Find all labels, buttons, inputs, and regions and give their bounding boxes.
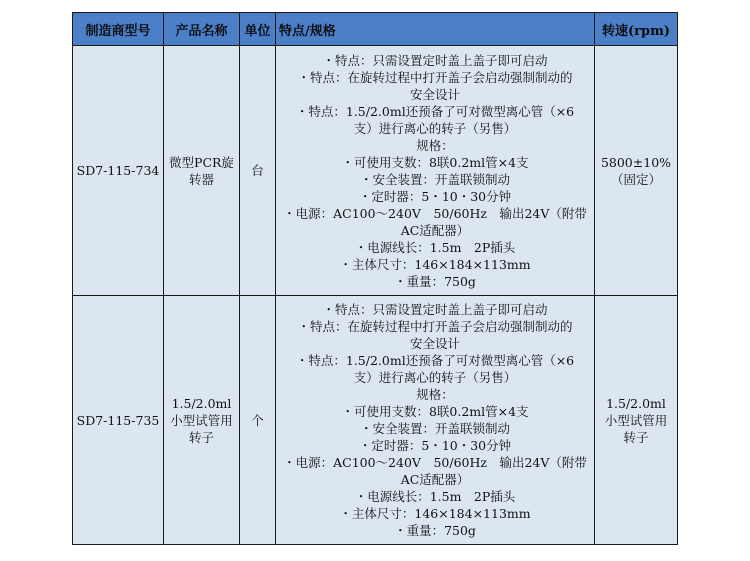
feature-line: ・安全装置：开盖联锁制动: [359, 421, 510, 436]
feature-line: 支）进行离心的转子（另售）: [353, 120, 517, 136]
table-row: [73, 296, 678, 545]
header-features: 特点/规格: [276, 13, 595, 46]
table-header-row: [73, 13, 678, 46]
feature-line: 规格：: [416, 137, 454, 153]
feature-line: ・特点：1.5/2.0ml还预备了可对微型离心管（×6: [295, 353, 575, 368]
feature-line: ・可使用支数：8联0.2ml管×4支: [341, 404, 529, 419]
feature-line: ・特点：1.5/2.0ml还预备了可对微型离心管（×6: [295, 103, 575, 119]
speed-cell: [595, 296, 678, 545]
feature-line: ・电源线长：1.5m 2P插头: [354, 239, 516, 255]
product-name-line: 转器: [188, 171, 214, 187]
product-spec-table: [72, 12, 678, 545]
header-product-name: 产品名称: [164, 13, 240, 46]
feature-line: ・主体尺寸：146×184×113mm: [339, 256, 531, 272]
feature-line: ・电源：AC100～240V 50/60Hz 输出24V（附带: [283, 455, 587, 470]
feature-line: ・特点：只需设置定时盖上盖子即可启动: [322, 302, 548, 317]
feature-line: 支）进行离心的转子（另售）: [353, 370, 517, 385]
speed-line: 小型试管用: [604, 412, 668, 428]
feature-line: AC适配器）: [400, 222, 470, 238]
feature-line: 安全设计: [409, 86, 460, 102]
feature-line: ・重量：750g: [394, 273, 476, 289]
header-speed: 转速(rpm): [595, 13, 678, 46]
features-cell: [276, 296, 595, 545]
feature-line: 规格：: [416, 387, 454, 402]
product-name-line: 转子: [188, 429, 214, 445]
model-cell: SD7-115-735: [73, 296, 164, 545]
feature-line: AC适配器）: [400, 472, 470, 487]
product-name-line: 微型PCR旋: [169, 154, 234, 170]
product-name-line: 1.5/2.0ml: [171, 395, 232, 411]
feature-line: ・可使用支数：8联0.2ml管×4支: [341, 154, 529, 170]
feature-line: ・主体尺寸：146×184×113mm: [339, 506, 531, 521]
feature-line: ・电源：AC100～240V 50/60Hz 输出24V（附带: [283, 205, 587, 221]
product-name-cell: [164, 46, 240, 296]
features-cell: [276, 46, 595, 296]
header-unit: 单位: [240, 13, 276, 46]
header-model: 制造商型号: [73, 13, 164, 46]
feature-line: ・电源线长：1.5m 2P插头: [354, 489, 516, 504]
feature-line: ・重量：750g: [394, 523, 476, 538]
feature-line: 安全设计: [409, 336, 460, 351]
product-name-cell: [164, 296, 240, 545]
speed-line: 1.5/2.0ml: [606, 395, 666, 411]
product-name-line: 小型试管用: [170, 412, 233, 428]
feature-line: ・定时器：5・10・30分钟: [358, 438, 512, 453]
unit-cell: 台: [240, 46, 276, 296]
speed-line: 转子: [623, 429, 649, 445]
feature-line: ・特点：只需设置定时盖上盖子即可启动: [322, 52, 548, 68]
speed-line: 5800±10%: [600, 154, 672, 170]
model-cell: SD7-115-734: [73, 46, 164, 296]
feature-line: ・特点：在旋转过程中打开盖子会启动强制制动的: [297, 319, 573, 334]
feature-line: ・特点：在旋转过程中打开盖子会启动强制制动的: [297, 69, 573, 85]
feature-line: ・定时器：5・10・30分钟: [358, 188, 512, 204]
table-row: [73, 46, 678, 296]
unit-cell: 个: [240, 296, 276, 545]
speed-cell: [595, 46, 678, 296]
feature-line: ・安全装置：开盖联锁制动: [359, 171, 510, 187]
speed-line: （固定）: [610, 171, 661, 187]
